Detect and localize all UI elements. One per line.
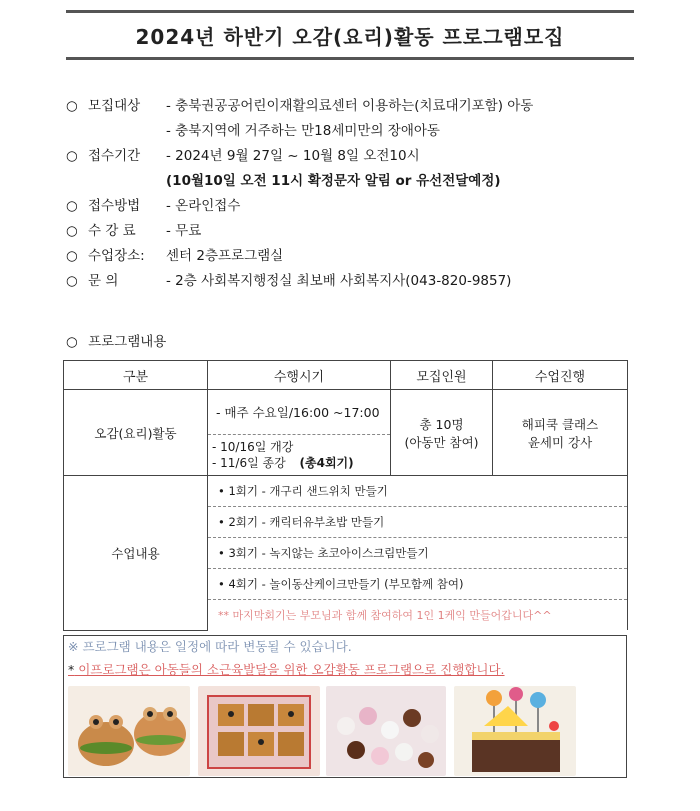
info-row-contact bbox=[66, 271, 686, 296]
period-note: (10월10일 오전 11시 확정문자 알림 or 유선전달예정) bbox=[166, 173, 501, 189]
capacity-total: 총 10명 bbox=[419, 416, 464, 432]
table-row bbox=[64, 476, 628, 631]
schedule-weekly: - 매주 수요일/16:00 ~17:00 bbox=[208, 390, 390, 435]
table-header-row bbox=[64, 361, 628, 390]
bullet-circle-icon: ○ bbox=[66, 198, 78, 214]
place-value: 센터 2층프로그램실 bbox=[166, 248, 284, 264]
title-bar bbox=[66, 10, 634, 60]
section-title: 프로그램내용 bbox=[88, 334, 167, 350]
schedule-total: (총4회기) bbox=[299, 456, 354, 470]
bullet-circle-icon: ○ bbox=[66, 148, 78, 164]
list-item: • 3회기 - 녹지않는 초코아이스크림만들기 bbox=[208, 538, 627, 569]
program-purpose-note bbox=[63, 658, 627, 682]
period-label: 접수기간 bbox=[88, 148, 141, 164]
info-row-target bbox=[66, 96, 686, 121]
note-star: * bbox=[68, 662, 75, 677]
fee-label: 수 강 료 bbox=[88, 223, 136, 239]
header-capacity: 모집인원 bbox=[391, 361, 493, 390]
bullet-circle-icon: ○ bbox=[66, 334, 78, 350]
bullet-circle-icon: ○ bbox=[66, 248, 78, 264]
info-row-method bbox=[66, 196, 686, 221]
list-item: • 2회기 - 캐릭터유부초밥 만들기 bbox=[208, 507, 627, 538]
target-value-2: - 충북지역에 거주하는 만18세미만의 장애아동 bbox=[166, 123, 440, 139]
bullet-circle-icon: ○ bbox=[66, 273, 78, 289]
bullet-circle-icon: ○ bbox=[66, 223, 78, 239]
info-row-target-2 bbox=[66, 121, 686, 146]
contact-label: 문 의 bbox=[88, 273, 119, 289]
capacity-cell bbox=[391, 390, 493, 476]
character-inari-photo bbox=[198, 686, 320, 776]
info-list bbox=[66, 96, 686, 296]
row2-category: 수업내용 bbox=[64, 476, 208, 631]
change-notice: ※ 프로그램 내용은 일정에 따라 변동될 수 있습니다. bbox=[63, 635, 627, 658]
target-value: - 충북권공공어린이재활의료센터 이용하는(치료대기포함) 아동 bbox=[166, 98, 534, 114]
instructor-cell bbox=[493, 390, 628, 476]
method-value: - 온라인접수 bbox=[166, 198, 241, 214]
target-label: 모집대상 bbox=[88, 98, 141, 114]
place-label: 수업장소: bbox=[88, 248, 145, 264]
instructor-class: 해피쿡 클래스 bbox=[521, 416, 599, 432]
schedule-dates bbox=[208, 435, 390, 475]
final-session-note: ** 마지막회기는 부모님과 함께 참여하여 1인 1케익 만들어갑니다^^ bbox=[218, 609, 552, 622]
method-label: 접수방법 bbox=[88, 198, 141, 214]
bullet-circle-icon: ○ bbox=[66, 98, 78, 114]
notes bbox=[63, 635, 627, 682]
schedule-cell bbox=[208, 390, 391, 476]
period-value: - 2024년 9월 27일 ~ 10월 8일 오전10시 bbox=[166, 148, 420, 164]
program-table bbox=[63, 360, 628, 631]
contact-value: - 2층 사회복지행정실 최보배 사회복지사(043-820-9857) bbox=[166, 273, 512, 289]
list-item: • 4회기 - 놀이동산케이크만들기 (부모함께 참여) bbox=[208, 569, 627, 600]
list-item: • 1회기 - 개구리 샌드위치 만들기 bbox=[208, 476, 627, 507]
info-row-period-note bbox=[66, 171, 686, 196]
schedule-end: - 11/6일 종강 bbox=[212, 456, 286, 470]
capacity-note: (아동만 참여) bbox=[404, 434, 479, 450]
chocolate-icecream-photo bbox=[326, 686, 446, 776]
info-row-period bbox=[66, 146, 686, 171]
fee-value: - 무료 bbox=[166, 223, 202, 239]
header-schedule: 수행시기 bbox=[208, 361, 391, 390]
amusement-park-cake-photo bbox=[454, 686, 576, 776]
schedule-start: - 10/16일 개강 bbox=[212, 440, 294, 454]
photo-strip bbox=[63, 682, 627, 778]
header-instructor: 수업진행 bbox=[493, 361, 628, 390]
row1-category: 오감(요리)활동 bbox=[64, 390, 208, 476]
info-row-place bbox=[66, 246, 686, 271]
page-title: 2024년 하반기 오감(요리)활동 프로그램모집 bbox=[135, 24, 565, 49]
section-heading bbox=[66, 330, 166, 350]
header-category: 구분 bbox=[64, 361, 208, 390]
note-purpose-text: 이프로그램은 아동들의 소근육발달을 위한 오감활동 프로그램으로 진행합니다. bbox=[74, 662, 505, 677]
activities-cell bbox=[208, 476, 628, 631]
table-row bbox=[64, 390, 628, 476]
info-row-fee bbox=[66, 221, 686, 246]
instructor-name: 윤세미 강사 bbox=[527, 434, 593, 450]
frog-sandwich-photo bbox=[68, 686, 190, 776]
